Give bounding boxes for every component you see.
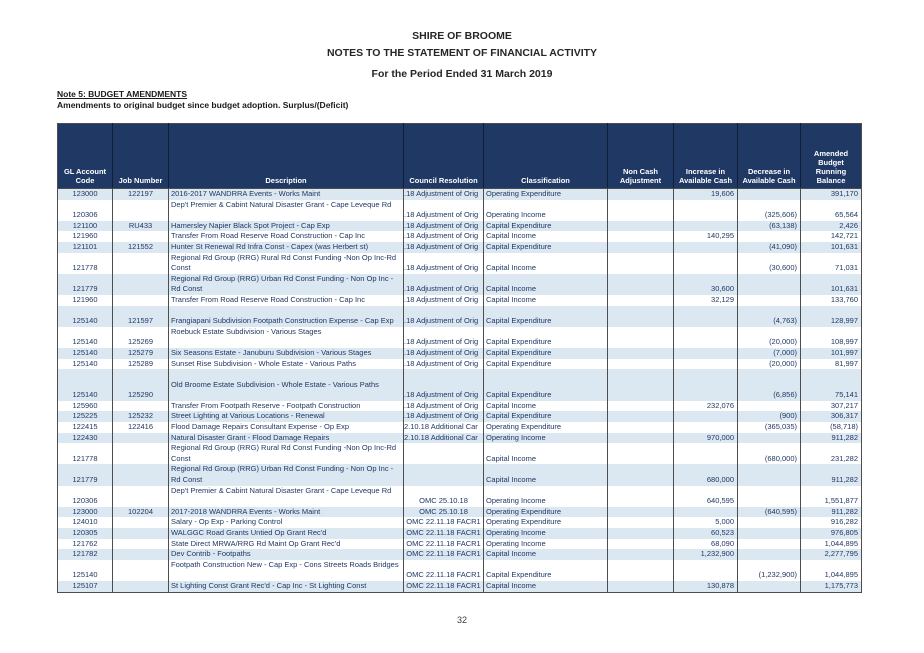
gl-account-code-cell: 125140 <box>58 359 113 370</box>
gl-account-code-cell: 122430 <box>58 433 113 444</box>
amended-budget-running-balance-cell: 128,997 <box>830 316 858 326</box>
description-cell: St Lighting Const Grant Rec'd - Cap Inc - St Lighting Const <box>169 581 404 592</box>
table-row <box>58 242 862 253</box>
job-number-cell: 125279 <box>113 348 169 359</box>
non-cash-adjustment-cell <box>608 221 674 232</box>
job-number-cell <box>113 433 169 444</box>
amended-budget-running-balance-cell: 307,217 <box>830 400 858 410</box>
description-cell: Dep't Premier & Cabint Natural Disaster Grant - Cape Leveque Rd <box>169 200 404 221</box>
table-row <box>58 517 862 528</box>
classification-cell: Operating Income <box>484 528 608 539</box>
amended-budget-running-balance-cell: 231,282 <box>830 453 858 463</box>
job-number-cell: 122416 <box>113 422 169 433</box>
classification-cell: Capital Income <box>484 549 608 560</box>
gl-account-code-cell: 125225 <box>58 411 113 422</box>
increase-available-cash-cell: 130,878 <box>674 581 738 592</box>
gl-account-code-cell: 124010 <box>58 517 113 528</box>
job-number-cell: 125289 <box>113 359 169 370</box>
description-cell: Dev Contrib - Footpaths <box>169 549 404 560</box>
decrease-available-cash-cell: (63,138) <box>738 221 801 232</box>
increase-available-cash-cell: 680,000 <box>674 464 738 485</box>
table-row <box>58 443 862 464</box>
decrease-available-cash-cell <box>738 549 801 560</box>
table-body <box>58 189 862 593</box>
job-number-cell <box>113 464 169 485</box>
increase-available-cash-cell <box>674 253 738 274</box>
document-title: NOTES TO THE STATEMENT OF FINANCIAL ACTIVITY <box>326 47 598 59</box>
classification-cell: Operating Expenditure <box>484 189 608 200</box>
decrease-available-cash-cell: (6,856) <box>738 369 801 401</box>
description-cell: Roebuck Estate Subdivision - Various Stages <box>169 327 404 348</box>
council-resolution-cell <box>404 443 484 464</box>
description-cell: Natural Disaster Grant - Flood Damage Repairs <box>169 433 404 444</box>
amended-budget-running-balance-cell: (58,718) <box>830 422 858 432</box>
job-number-cell <box>113 401 169 412</box>
non-cash-adjustment-cell <box>608 560 674 581</box>
amended-budget-running-balance-cell: 133,760 <box>830 294 858 304</box>
description-cell: Hamersley Napier Black Spot Project - Cap Exp <box>169 221 404 232</box>
increase-available-cash-cell: 640,595 <box>674 486 738 507</box>
gl-account-code-cell: 121960 <box>58 295 113 306</box>
non-cash-adjustment-cell <box>608 359 674 370</box>
org-name: SHIRE OF BROOME <box>412 30 512 42</box>
decrease-available-cash-cell: (640,595) <box>738 507 801 518</box>
decrease-available-cash-cell <box>738 539 801 550</box>
council-resolution-cell: .18 Adjustment of Orig <box>404 348 484 359</box>
council-resolution-cell: .18 Adjustment of Orig <box>404 189 484 200</box>
amended-budget-running-balance-cell: 2,426 <box>839 220 858 230</box>
job-number-cell: 102204 <box>113 507 169 518</box>
description-cell: Regional Rd Group (RRG) Urban Rd Const Funding - Non Op Inc - Rd Const <box>169 464 404 485</box>
description-cell: State Direct MRWA/RRG Rd Maint Op Grant Rec'd <box>169 539 404 550</box>
gl-account-code-cell: 125140 <box>58 348 113 359</box>
classification-cell: Capital Expenditure <box>484 560 608 581</box>
job-number-cell: 125269 <box>113 327 169 348</box>
decrease-available-cash-cell <box>738 189 801 200</box>
non-cash-adjustment-cell <box>608 539 674 550</box>
decrease-available-cash-cell: (20,000) <box>738 359 801 370</box>
council-resolution-cell: OMC 22.11.18 FACR1 <box>404 549 484 560</box>
classification-cell: Capital Expenditure <box>484 359 608 370</box>
decrease-available-cash-cell: (900) <box>738 411 801 422</box>
increase-available-cash-cell <box>674 411 738 422</box>
amended-budget-running-balance-cell: 1,175,773 <box>824 580 858 590</box>
gl-account-code-cell: 125107 <box>58 581 113 592</box>
table-row <box>58 295 862 306</box>
gl-account-code-cell: 123000 <box>58 507 113 518</box>
decrease-available-cash-cell: (4,763) <box>738 306 801 327</box>
table-row <box>58 560 862 581</box>
council-resolution-cell: .18 Adjustment of Orig <box>404 411 484 422</box>
job-number-cell: RU433 <box>113 221 169 232</box>
amended-budget-running-balance-cell: 1,044,895 <box>824 570 858 580</box>
increase-available-cash-cell <box>674 221 738 232</box>
non-cash-adjustment-cell <box>608 306 674 327</box>
table-row <box>58 581 862 592</box>
description-cell: Frangiapani Subdivision Footpath Construction Expense - Cap Exp <box>169 306 404 327</box>
non-cash-adjustment-cell <box>608 464 674 485</box>
job-number-cell <box>113 549 169 560</box>
council-resolution-cell <box>404 464 484 485</box>
amended-budget-running-balance-cell: 911,282 <box>831 475 858 485</box>
table-row <box>58 221 862 232</box>
amended-budget-running-balance-cell: 108,997 <box>830 337 858 347</box>
note-block <box>57 89 348 111</box>
job-number-cell: 125232 <box>113 411 169 422</box>
job-number-cell <box>113 274 169 295</box>
col-header-gl-account-code: GL Account Code <box>58 124 113 189</box>
decrease-available-cash-cell <box>738 231 801 242</box>
description-cell: WALGGC Road Grants Untied Op Grant Rec'd <box>169 528 404 539</box>
council-resolution-cell: .18 Adjustment of Orig <box>404 242 484 253</box>
council-resolution-cell: OMC 22.11.18 FACR1 <box>404 560 484 581</box>
non-cash-adjustment-cell <box>608 200 674 221</box>
description-cell: Transfer From Footpath Reserve - Footpath Construction <box>169 401 404 412</box>
decrease-available-cash-cell: (30,600) <box>738 253 801 274</box>
gl-account-code-cell: 121782 <box>58 549 113 560</box>
classification-cell: Operating Expenditure <box>484 422 608 433</box>
classification-cell: Operating Income <box>484 486 608 507</box>
table-row <box>58 464 862 485</box>
non-cash-adjustment-cell <box>608 549 674 560</box>
decrease-available-cash-cell <box>738 517 801 528</box>
table-row <box>58 369 862 401</box>
note-description: Amendments to original budget since budget adoption. Surplus/(Deficit) <box>57 100 349 110</box>
job-number-cell <box>113 539 169 550</box>
table-row <box>58 507 862 518</box>
council-resolution-cell: .18 Adjustment of Orig <box>404 369 484 401</box>
table-row <box>58 359 862 370</box>
non-cash-adjustment-cell <box>608 422 674 433</box>
job-number-cell: 121552 <box>113 242 169 253</box>
amended-budget-running-balance-cell: 2,277,795 <box>824 549 858 559</box>
description-cell: Regional Rd Group (RRG) Rural Rd Const Funding -Non Op Inc-Rd Const <box>169 443 404 464</box>
job-number-cell <box>113 517 169 528</box>
classification-cell: Capital Expenditure <box>484 221 608 232</box>
classification-cell: Capital Expenditure <box>484 327 608 348</box>
description-cell: Sunset Rise Subdivision - Whole Estate - Various Paths <box>169 359 404 370</box>
table-row <box>58 422 862 433</box>
classification-cell: Capital Income <box>484 464 608 485</box>
period-subtitle: For the Period Ended 31 March 2019 <box>371 68 553 80</box>
increase-available-cash-cell: 30,600 <box>674 274 738 295</box>
gl-account-code-cell: 125140 <box>58 306 113 327</box>
gl-account-code-cell: 125140 <box>58 327 113 348</box>
amended-budget-running-balance-cell: 65,564 <box>835 210 858 220</box>
gl-account-code-cell: 125140 <box>58 560 113 581</box>
gl-account-code-cell: 121778 <box>58 443 113 464</box>
classification-cell: Operating Expenditure <box>484 517 608 528</box>
classification-cell: Capital Income <box>484 581 608 592</box>
job-number-cell <box>113 253 169 274</box>
council-resolution-cell: 2.10.18 Additional Car <box>404 422 484 433</box>
description-cell: Regional Rd Group (RRG) Rural Rd Const Funding -Non Op Inc-Rd Const <box>169 253 404 274</box>
decrease-available-cash-cell <box>738 274 801 295</box>
increase-available-cash-cell <box>674 348 738 359</box>
increase-available-cash-cell <box>674 242 738 253</box>
job-number-cell <box>113 200 169 221</box>
description-cell: Flood Damage Repairs Consultant Expense - Op Exp <box>169 422 404 433</box>
decrease-available-cash-cell <box>738 581 801 592</box>
table-row <box>58 327 862 348</box>
table-row <box>58 549 862 560</box>
increase-available-cash-cell: 19,606 <box>674 189 738 200</box>
non-cash-adjustment-cell <box>608 242 674 253</box>
col-header-council-resolution: Council Resolution <box>404 124 484 189</box>
description-cell: Hunter St Renewal Rd Infra Const - Capex (was Herbert st) <box>169 242 404 253</box>
increase-available-cash-cell: 5,000 <box>674 517 738 528</box>
increase-available-cash-cell: 232,076 <box>674 401 738 412</box>
table-row <box>58 348 862 359</box>
job-number-cell: 125290 <box>113 369 169 401</box>
non-cash-adjustment-cell <box>608 231 674 242</box>
non-cash-adjustment-cell <box>608 348 674 359</box>
gl-account-code-cell: 121100 <box>58 221 113 232</box>
table-header <box>58 124 862 189</box>
non-cash-adjustment-cell <box>608 401 674 412</box>
increase-available-cash-cell: 970,000 <box>674 433 738 444</box>
non-cash-adjustment-cell <box>608 274 674 295</box>
table-row <box>58 306 862 327</box>
description-cell: 2017-2018 WANDRRA Events - Works Maint <box>169 507 404 518</box>
amended-budget-running-balance-cell: 81,997 <box>835 358 858 368</box>
non-cash-adjustment-cell <box>608 517 674 528</box>
decrease-available-cash-cell: (41,090) <box>738 242 801 253</box>
non-cash-adjustment-cell <box>608 327 674 348</box>
gl-account-code-cell: 125960 <box>58 401 113 412</box>
budget-amendments-table-wrap <box>57 123 862 593</box>
amended-budget-running-balance-cell: 1,551,877 <box>824 496 858 506</box>
amended-budget-running-balance-cell: 71,031 <box>835 263 858 273</box>
table-row <box>58 200 862 221</box>
increase-available-cash-cell: 32,129 <box>674 295 738 306</box>
classification-cell: Capital Expenditure <box>484 242 608 253</box>
table-row <box>58 411 862 422</box>
budget-amendments-table <box>57 123 862 593</box>
increase-available-cash-cell <box>674 369 738 401</box>
non-cash-adjustment-cell <box>608 433 674 444</box>
council-resolution-cell: OMC 22.11.18 FACR1 <box>404 539 484 550</box>
amended-budget-running-balance-cell: 101,631 <box>830 284 858 294</box>
classification-cell: Capital Income <box>484 253 608 274</box>
col-header-description: Description <box>169 124 404 189</box>
classification-cell: Operating Expenditure <box>484 507 608 518</box>
increase-available-cash-cell <box>674 200 738 221</box>
classification-cell: Operating Income <box>484 200 608 221</box>
non-cash-adjustment-cell <box>608 189 674 200</box>
col-header-job-number: Job Number <box>113 124 169 189</box>
amended-budget-running-balance-cell: 916,282 <box>830 517 858 527</box>
job-number-cell <box>113 528 169 539</box>
amended-budget-running-balance-cell: 306,317 <box>830 411 858 421</box>
classification-cell: Capital Expenditure <box>484 348 608 359</box>
gl-account-code-cell: 122415 <box>58 422 113 433</box>
amended-budget-running-balance-cell: 142,721 <box>830 231 858 241</box>
increase-available-cash-cell <box>674 327 738 348</box>
col-header-non-cash-adjustment: Non Cash Adjustment <box>608 124 674 189</box>
council-resolution-cell: OMC 22.11.18 FACR1 <box>404 517 484 528</box>
decrease-available-cash-cell <box>738 464 801 485</box>
decrease-available-cash-cell: (325,606) <box>738 200 801 221</box>
decrease-available-cash-cell <box>738 295 801 306</box>
amended-budget-running-balance-cell: 391,170 <box>830 189 858 198</box>
decrease-available-cash-cell: (365,035) <box>738 422 801 433</box>
document-header <box>0 30 924 80</box>
classification-cell: Capital Income <box>484 231 608 242</box>
amended-budget-running-balance-cell: 75,141 <box>835 390 858 400</box>
non-cash-adjustment-cell <box>608 253 674 274</box>
increase-available-cash-cell: 60,523 <box>674 528 738 539</box>
increase-available-cash-cell <box>674 422 738 433</box>
gl-account-code-cell: 120306 <box>58 200 113 221</box>
col-header-classification: Classification <box>484 124 608 189</box>
col-header-increase-available-cash: Increase in Available Cash <box>674 124 738 189</box>
increase-available-cash-cell: 1,232,900 <box>674 549 738 560</box>
description-cell: Dep't Premier & Cabint Natural Disaster Grant - Cape Leveque Rd <box>169 486 404 507</box>
description-cell: Salary - Op Exp - Parking Control <box>169 517 404 528</box>
council-resolution-cell: OMC 22.11.18 FACR1 <box>404 528 484 539</box>
non-cash-adjustment-cell <box>608 295 674 306</box>
council-resolution-cell: .18 Adjustment of Orig <box>404 231 484 242</box>
non-cash-adjustment-cell <box>608 443 674 464</box>
description-cell: Street Lighting at Various Locations - Renewal <box>169 411 404 422</box>
decrease-available-cash-cell <box>738 486 801 507</box>
non-cash-adjustment-cell <box>608 507 674 518</box>
non-cash-adjustment-cell <box>608 411 674 422</box>
table-row <box>58 274 862 295</box>
table-row <box>58 486 862 507</box>
classification-cell: Capital Income <box>484 274 608 295</box>
increase-available-cash-cell <box>674 306 738 327</box>
classification-cell: Capital Expenditure <box>484 411 608 422</box>
council-resolution-cell: OMC 25.10.18 <box>404 507 484 518</box>
increase-available-cash-cell: 140,295 <box>674 231 738 242</box>
council-resolution-cell: .18 Adjustment of Orig <box>404 253 484 274</box>
increase-available-cash-cell <box>674 560 738 581</box>
council-resolution-cell: .18 Adjustment of Orig <box>404 200 484 221</box>
non-cash-adjustment-cell <box>608 486 674 507</box>
decrease-available-cash-cell: (1,232,900) <box>738 560 801 581</box>
col-header-decrease-available-cash: Decrease in Available Cash <box>738 124 801 189</box>
council-resolution-cell: .18 Adjustment of Orig <box>404 221 484 232</box>
gl-account-code-cell: 125140 <box>58 369 113 401</box>
increase-available-cash-cell <box>674 507 738 518</box>
table-row <box>58 253 862 274</box>
non-cash-adjustment-cell <box>608 369 674 401</box>
council-resolution-cell: .18 Adjustment of Orig <box>404 306 484 327</box>
classification-cell: Capital Income <box>484 295 608 306</box>
gl-account-code-cell: 121960 <box>58 231 113 242</box>
non-cash-adjustment-cell <box>608 581 674 592</box>
gl-account-code-cell: 121779 <box>58 274 113 295</box>
job-number-cell <box>113 231 169 242</box>
decrease-available-cash-cell: (7,000) <box>738 348 801 359</box>
council-resolution-cell: .18 Adjustment of Orig <box>404 327 484 348</box>
description-cell: Regional Rd Group (RRG) Urban Rd Const Funding - Non Op Inc - Rd Const <box>169 274 404 295</box>
increase-available-cash-cell <box>674 359 738 370</box>
table-row <box>58 528 862 539</box>
council-resolution-cell: .18 Adjustment of Orig <box>404 295 484 306</box>
gl-account-code-cell: 120305 <box>58 528 113 539</box>
job-number-cell <box>113 581 169 592</box>
table-row <box>58 433 862 444</box>
description-cell: Transfer From Road Reserve Road Construction - Cap Inc <box>169 295 404 306</box>
amended-budget-running-balance-cell: 911,282 <box>831 506 858 516</box>
description-cell: Footpath Construction New - Cap Exp - Cons Streets Roads Bridges <box>169 560 404 581</box>
table-row <box>58 231 862 242</box>
page-number: 32 <box>456 615 467 625</box>
council-resolution-cell: .18 Adjustment of Orig <box>404 401 484 412</box>
classification-cell: Capital Expenditure <box>484 369 608 401</box>
description-cell: Six Seasons Estate - Januburu Subdivision - Various Stages <box>169 348 404 359</box>
gl-account-code-cell: 121778 <box>58 253 113 274</box>
col-header-amended-budget-running-balance: Amended Budget Running Balance <box>801 124 862 189</box>
gl-account-code-cell: 120306 <box>58 486 113 507</box>
table-row <box>58 401 862 412</box>
gl-account-code-cell: 121101 <box>58 242 113 253</box>
description-cell: 2016-2017 WANDRRA Events - Works Maint <box>169 189 404 200</box>
non-cash-adjustment-cell <box>608 528 674 539</box>
description-cell: Transfer From Road Reserve Road Construction - Cap Inc <box>169 231 404 242</box>
council-resolution-cell: .18 Adjustment of Orig <box>404 359 484 370</box>
gl-account-code-cell: 121762 <box>58 539 113 550</box>
classification-cell: Operating Income <box>484 433 608 444</box>
council-resolution-cell: OMC 25.10.18 <box>404 486 484 507</box>
decrease-available-cash-cell <box>738 528 801 539</box>
table-row <box>58 539 862 550</box>
decrease-available-cash-cell <box>738 401 801 412</box>
decrease-available-cash-cell: (20,000) <box>738 327 801 348</box>
increase-available-cash-cell: 68,090 <box>674 539 738 550</box>
job-number-cell: 122197 <box>113 189 169 200</box>
amended-budget-running-balance-cell: 1,044,895 <box>824 538 858 548</box>
gl-account-code-cell: 121779 <box>58 464 113 485</box>
classification-cell: Capital Expenditure <box>484 306 608 327</box>
decrease-available-cash-cell: (680,000) <box>738 443 801 464</box>
gl-account-code-cell: 123000 <box>58 189 113 200</box>
amended-budget-running-balance-cell: 976,805 <box>830 528 858 538</box>
council-resolution-cell: 2.10.18 Additional Car <box>404 433 484 444</box>
council-resolution-cell: OMC 22.11.18 FACR1 <box>404 581 484 592</box>
job-number-cell <box>113 486 169 507</box>
classification-cell: Capital Income <box>484 401 608 412</box>
classification-cell: Operating Income <box>484 539 608 550</box>
table-row <box>58 189 862 200</box>
job-number-cell <box>113 443 169 464</box>
job-number-cell <box>113 295 169 306</box>
increase-available-cash-cell <box>674 443 738 464</box>
note-heading: Note 5: BUDGET AMENDMENTS <box>57 89 188 99</box>
description-cell: Old Broome Estate Subdivision - Whole Estate - Various Paths <box>169 369 404 401</box>
decrease-available-cash-cell <box>738 433 801 444</box>
classification-cell: Capital Income <box>484 443 608 464</box>
amended-budget-running-balance-cell: 911,282 <box>831 432 858 442</box>
job-number-cell <box>113 560 169 581</box>
amended-budget-running-balance-cell: 101,997 <box>830 347 858 357</box>
job-number-cell: 121597 <box>113 306 169 327</box>
amended-budget-running-balance-cell: 101,631 <box>830 241 858 251</box>
council-resolution-cell: .18 Adjustment of Orig <box>404 274 484 295</box>
